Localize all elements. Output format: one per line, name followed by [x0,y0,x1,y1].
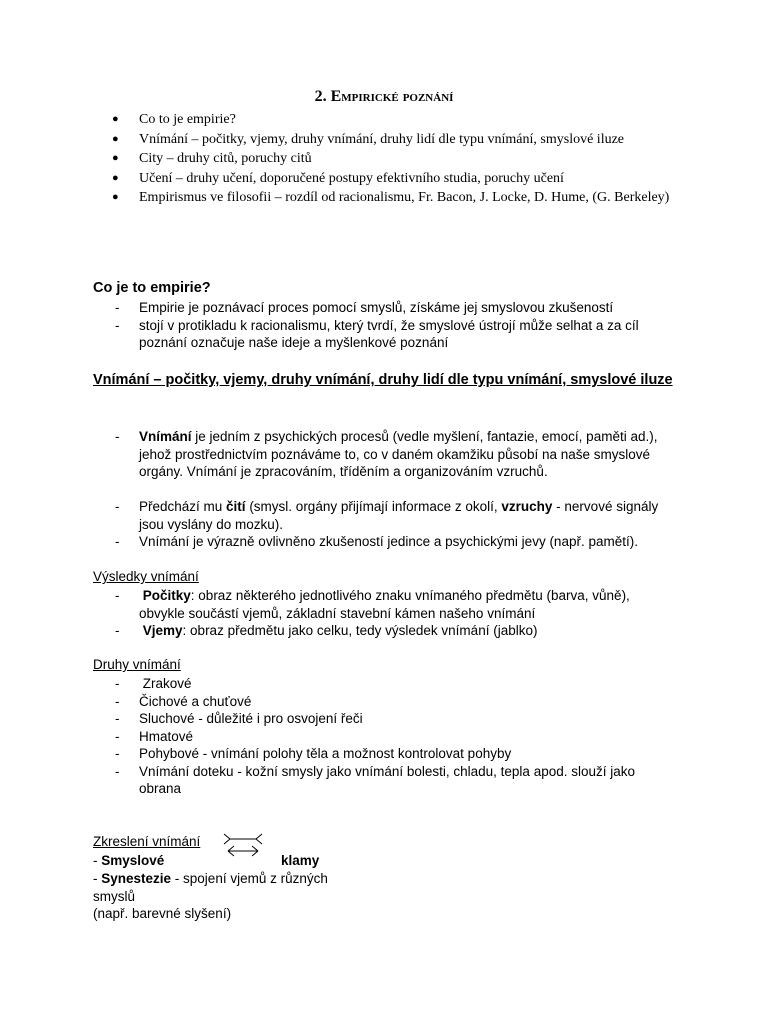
druhy-list [112,675,672,798]
list-item: - Čichové a chuťové [115,693,252,709]
topic-item: ● Vnímání – počitky, vjemy, druhy vnímání, druhy lidí dle typu vnímání, smyslové iluze [112,130,672,150]
list-item: - Hmatové [115,728,194,744]
list-item: - Vnímání je výrazně ovlivněno zkušeností jedince a psychickými jevy (např. pamětí). [115,534,638,549]
list-item: - stojí v protikladu k racionalismu, který tvrdí, že smyslové ústrojí může selhat a za cíl poznání označuje naše ideje a myšlenkové poznání [115,317,639,350]
topic-item: ● Co to je empirie? [112,110,672,130]
muller-lyer-illusion-icon [222,832,264,858]
list-item: - Empirie je poznávací proces pomocí smyslů, získáme jej smyslovou zkušeností [115,300,614,315]
bullet-icon: ● [112,171,119,184]
bullet-icon: ● [112,152,119,164]
subheading-vysledky: Výsledky vnímání [93,569,199,584]
topic-item: ● City – druhy citů, poruchy citů [112,149,672,169]
section-heading-vnimani: Vnímání – počitky, vjemy, druhy vnímání, druhy lidí dle typu vnímání, smyslové iluze [93,372,673,388]
list-item: - Pohybové - vnímání polohy těla a možnost kontrolovat pohyby [115,746,512,761]
section-heading-empirie: Co je to empirie? [93,280,211,296]
vysledky-list [112,587,672,640]
document-title [0,88,768,106]
list-item: - Vnímání je jedním z psychických procesů (vedle myšlení, fantazie, emocí, paměti ad.), jehož prostřednictvím poznáváme to, co v daném okamžiku působí na naše smyslové orgány. Vnímání je zpracováním, tříděním a organizováním vzruchů. [115,429,658,479]
list-item: - Vjemy: obraz předmětu jako celku, tedy výsledek vnímání (jablko) [115,623,538,638]
bullet-icon: ● [112,132,119,145]
vnimani-list-2 [112,498,672,551]
distortion-line-example: (např. barevné slyšení) [93,906,232,921]
distortion-line-smyslu: smyslů [93,889,136,904]
list-item: - Vnímání doteku - kožní smysly jako vnímání bolesti, chladu, tepla apod. slouží jako obrana [115,763,636,796]
topic-list [112,110,672,208]
title-number: 2. [314,88,327,105]
list-item: - Zrakové [115,676,192,691]
distortion-klamy: klamy [281,853,320,868]
list-item: - Předchází mu čití (smysl. orgány přijímají informace z okolí, vzruchy - nervové signály jsou vyslány do mozku). [115,499,659,532]
bullet-icon: ● [112,191,119,203]
distortion-line-synestezie: - Synestezie - spojení vjemů z různých [93,871,328,886]
vnimani-list-1 [112,428,672,481]
topic-item: ● Empirismus ve filosofii – rozdíl od racionalismu, Fr. Bacon, J. Locke, D. Hume, (G. Berkeley) [112,188,672,208]
empirie-list [112,299,672,352]
title-text: Empirické poznání [330,88,454,105]
list-item: - Počitky: obraz některého jednotlivého znaku vnímaného předmětu (barva, vůně), obvykle součástí vjemů, základní stavební kámen našeho vnímání [115,588,630,621]
topic-item: ● Učení – druhy učení, doporučené postupy efektivního studia, poruchy učení [112,169,672,189]
distortion-line-smyslove: - Smyslové [93,853,165,868]
subheading-zkresleni: Zkreslení vnímání [93,834,201,849]
list-item: - Sluchové - důležité i pro osvojení řeči [115,711,363,726]
bullet-icon: ● [112,113,119,125]
subheading-druhy: Druhy vnímání [93,657,181,672]
